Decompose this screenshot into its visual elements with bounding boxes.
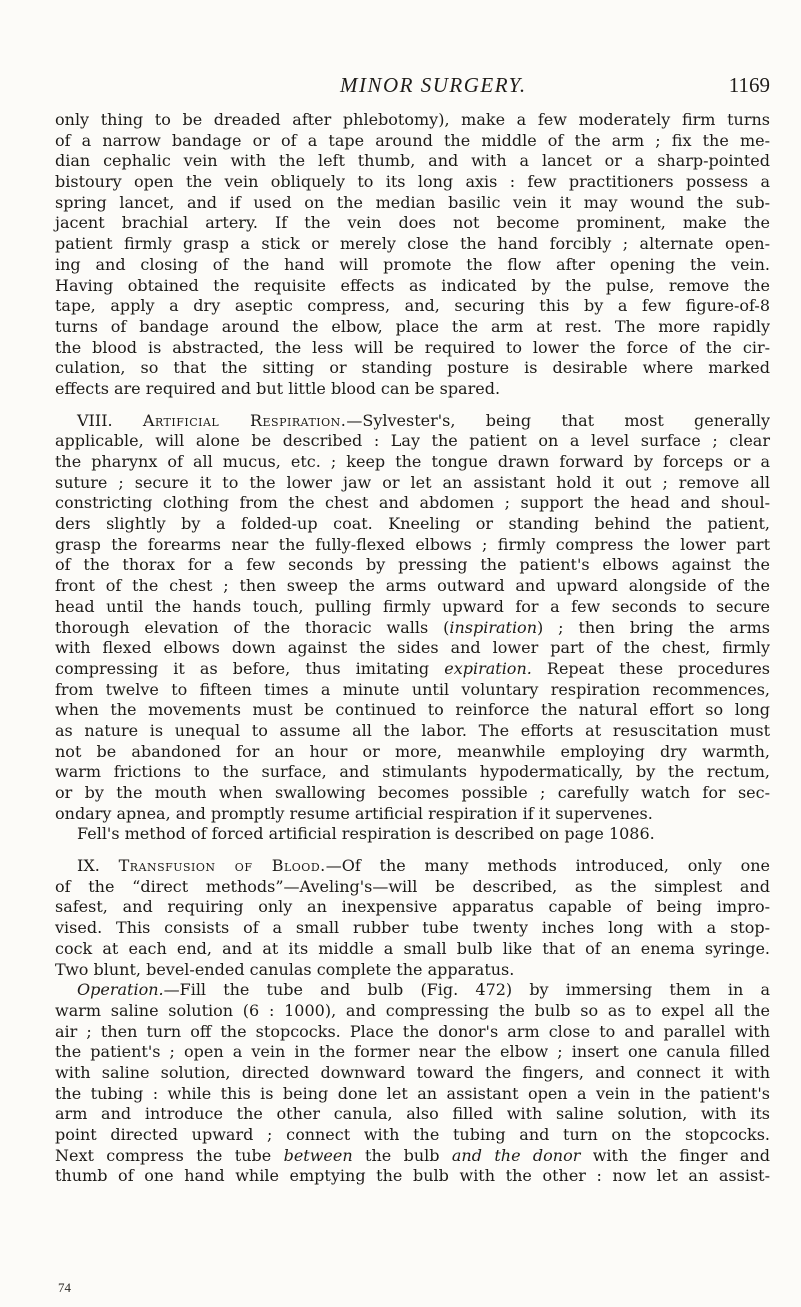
- text-line: effects are required and but little blood can be spared.: [55, 378, 501, 398]
- text-line: [55, 659, 770, 680]
- text-line: not be abandoned for an hour or more, meanwhile employing dry warmth,: [55, 741, 770, 761]
- paragraph-gap: [55, 845, 770, 856]
- running-head: [0, 73, 801, 103]
- italic-term: and the donor: [451, 1145, 581, 1165]
- section-number: IX.: [77, 856, 100, 876]
- text-line: of the thorax for a few seconds by pressing the patient's elbows against the: [55, 555, 770, 575]
- text-line: as nature is unequal to assume all the labor. The efforts at resuscitation must: [55, 720, 770, 740]
- page-number: 1169: [728, 73, 770, 97]
- text-line: when the movements must be continued to reinforce the natural effort so long: [55, 700, 770, 720]
- text-run: thorough elevation of the thoracic walls (: [55, 617, 450, 637]
- text-line: Fell's method of forced artificial respiration is described on page 1086.: [77, 824, 655, 844]
- text-line: bistoury open the vein obliquely to its long axis : few practitioners possess a: [55, 172, 770, 192]
- text-line: ing and closing of the hand will promote the flow after opening the vein.: [55, 254, 770, 274]
- text-line: from twelve to fifteen times a minute until voluntary respiration recommences,: [55, 679, 770, 699]
- text-line: constricting clothing from the chest and abdomen ; support the head and shoul-: [55, 493, 770, 513]
- section-title: Artificial Respiration.: [142, 410, 347, 430]
- text-line: [55, 1146, 770, 1167]
- text-line: spring lancet, and if used on the median basilic vein it may wound the sub-: [55, 192, 770, 212]
- text-line: front of the chest ; then sweep the arms outward and upward alongside of the: [55, 576, 770, 596]
- text-run: —Fill the tube and bulb (Fig. 472) by immersing them in a: [163, 980, 770, 1000]
- text-line: cock at each end, and at its middle a small bulb like that of an enema syringe.: [55, 938, 770, 958]
- text-line: with flexed elbows down against the sides and lower part of the chest, firmly: [55, 638, 770, 658]
- section-heading-line: [55, 856, 770, 877]
- text-line: patient firmly grasp a stick or merely close the hand forcibly ; alternate open-: [55, 234, 770, 254]
- text-line: safest, and requiring only an inexpensive apparatus capable of being impro-: [55, 897, 770, 917]
- paragraph-phlebotomy: [55, 110, 770, 400]
- section-number: VIII.: [77, 410, 113, 430]
- text-line: vised. This consists of a small rubber tube twenty inches long with a stop-: [55, 918, 770, 938]
- text-line: air ; then turn off the stopcocks. Place the donor's arm close to and parallel with: [55, 1021, 770, 1041]
- text-line: point directed upward ; connect with the tubing and turn on the stopcocks.: [55, 1125, 770, 1144]
- text-run: with the finger and: [580, 1145, 771, 1165]
- text-run: Next compress the tube: [55, 1145, 284, 1165]
- text-line: dian cephalic vein with the left thumb, and with a lancet or a sharp-pointed: [55, 151, 770, 171]
- text-line: [55, 980, 770, 1001]
- running-title: MINOR SURGERY.: [340, 73, 527, 97]
- section-transfusion-of-blood: [55, 856, 770, 1187]
- text-line: jacent brachial artery. If the vein does not become prominent, make the: [55, 213, 770, 233]
- text-line: warm saline solution (6 : 1000), and compressing the bulb so as to expel all the: [55, 1000, 770, 1020]
- text-line: of a narrow bandage or of a tape around the middle of the arm ; fix the me-: [55, 130, 770, 150]
- text-line: the tubing : while this is being done let an assistant open a vein in the patient's: [55, 1083, 770, 1103]
- text-run: ) ; then bring the arms: [537, 617, 770, 637]
- text-line: of the “direct methods”—Aveling's—will be described, as the simplest and: [55, 876, 770, 896]
- text-line: thumb of one hand while emptying the bulb with the other : now let an assist-: [55, 1166, 770, 1186]
- signature-mark: 74: [58, 1280, 71, 1295]
- text-line: [55, 618, 770, 639]
- text-run: compressing it as before, thus imitating: [55, 658, 445, 678]
- text-run: —Sylvester's, being that most generally: [346, 410, 771, 430]
- text-line: arm and introduce the other canula, also filled with saline solution, with its: [55, 1104, 770, 1124]
- section-title: Transfusion of Blood.: [118, 856, 326, 876]
- italic-term: expiration.: [444, 658, 532, 678]
- text-run: Repeat these procedures: [531, 658, 770, 678]
- text-line: applicable, will alone be described : Lay the patient on a level surface ; clear: [55, 431, 770, 451]
- text-line: ondary apnea, and promptly resume artificial respiration if it supervenes.: [55, 803, 653, 823]
- italic-term: Operation.: [77, 980, 164, 1000]
- text-line: grasp the forearms near the fully-flexed elbows ; firmly compress the lower part: [55, 534, 770, 554]
- text-line: the blood is abstracted, the less will be required to lower the force of the cir-: [55, 337, 770, 357]
- text-line: Having obtained the requisite effects as indicated by the pulse, remove the: [55, 275, 770, 295]
- text-line: suture ; secure it to the lower jaw or let an assistant hold it out ; remove all: [55, 472, 770, 492]
- text-run: —Of the many methods introduced, only one: [325, 856, 770, 876]
- text-run: the bulb: [352, 1145, 452, 1165]
- body-text: [55, 110, 770, 1187]
- text-line: the pharynx of all mucus, etc. ; keep the tongue drawn forward by forceps or a: [55, 452, 770, 471]
- text-line: ders slightly by a folded-up coat. Kneeling or standing behind the patient,: [55, 514, 770, 534]
- text-line: tape, apply a dry aseptic compress, and, securing this by a few figure-of-8: [55, 296, 770, 316]
- text-line: with saline solution, directed downward toward the fingers, and connect it with: [55, 1062, 770, 1082]
- text-line: or by the mouth when swallowing becomes possible ; carefully watch for sec-: [55, 783, 770, 802]
- text-line: head until the hands touch, pulling firmly upward for a few seconds to secure: [55, 596, 770, 616]
- section-heading-line: [55, 411, 770, 432]
- paragraph-gap: [55, 400, 770, 411]
- italic-term: between: [283, 1145, 353, 1165]
- text-line: Two blunt, bevel-ended canulas complete the apparatus.: [55, 959, 515, 979]
- text-line: turns of bandage around the elbow, place the arm at rest. The more rapidly: [55, 316, 770, 336]
- text-line: the patient's ; open a vein in the former near the elbow ; insert one canula filled: [55, 1042, 770, 1062]
- section-artificial-respiration: [55, 411, 770, 845]
- italic-term: inspiration: [449, 617, 537, 637]
- text-line: warm frictions to the surface, and stimulants hypodermatically, by the rectum,: [55, 762, 770, 782]
- text-line: culation, so that the sitting or standing posture is desirable where marked: [55, 358, 770, 378]
- text-line: only thing to be dreaded after phlebotomy), make a few moderately firm turns: [55, 110, 770, 129]
